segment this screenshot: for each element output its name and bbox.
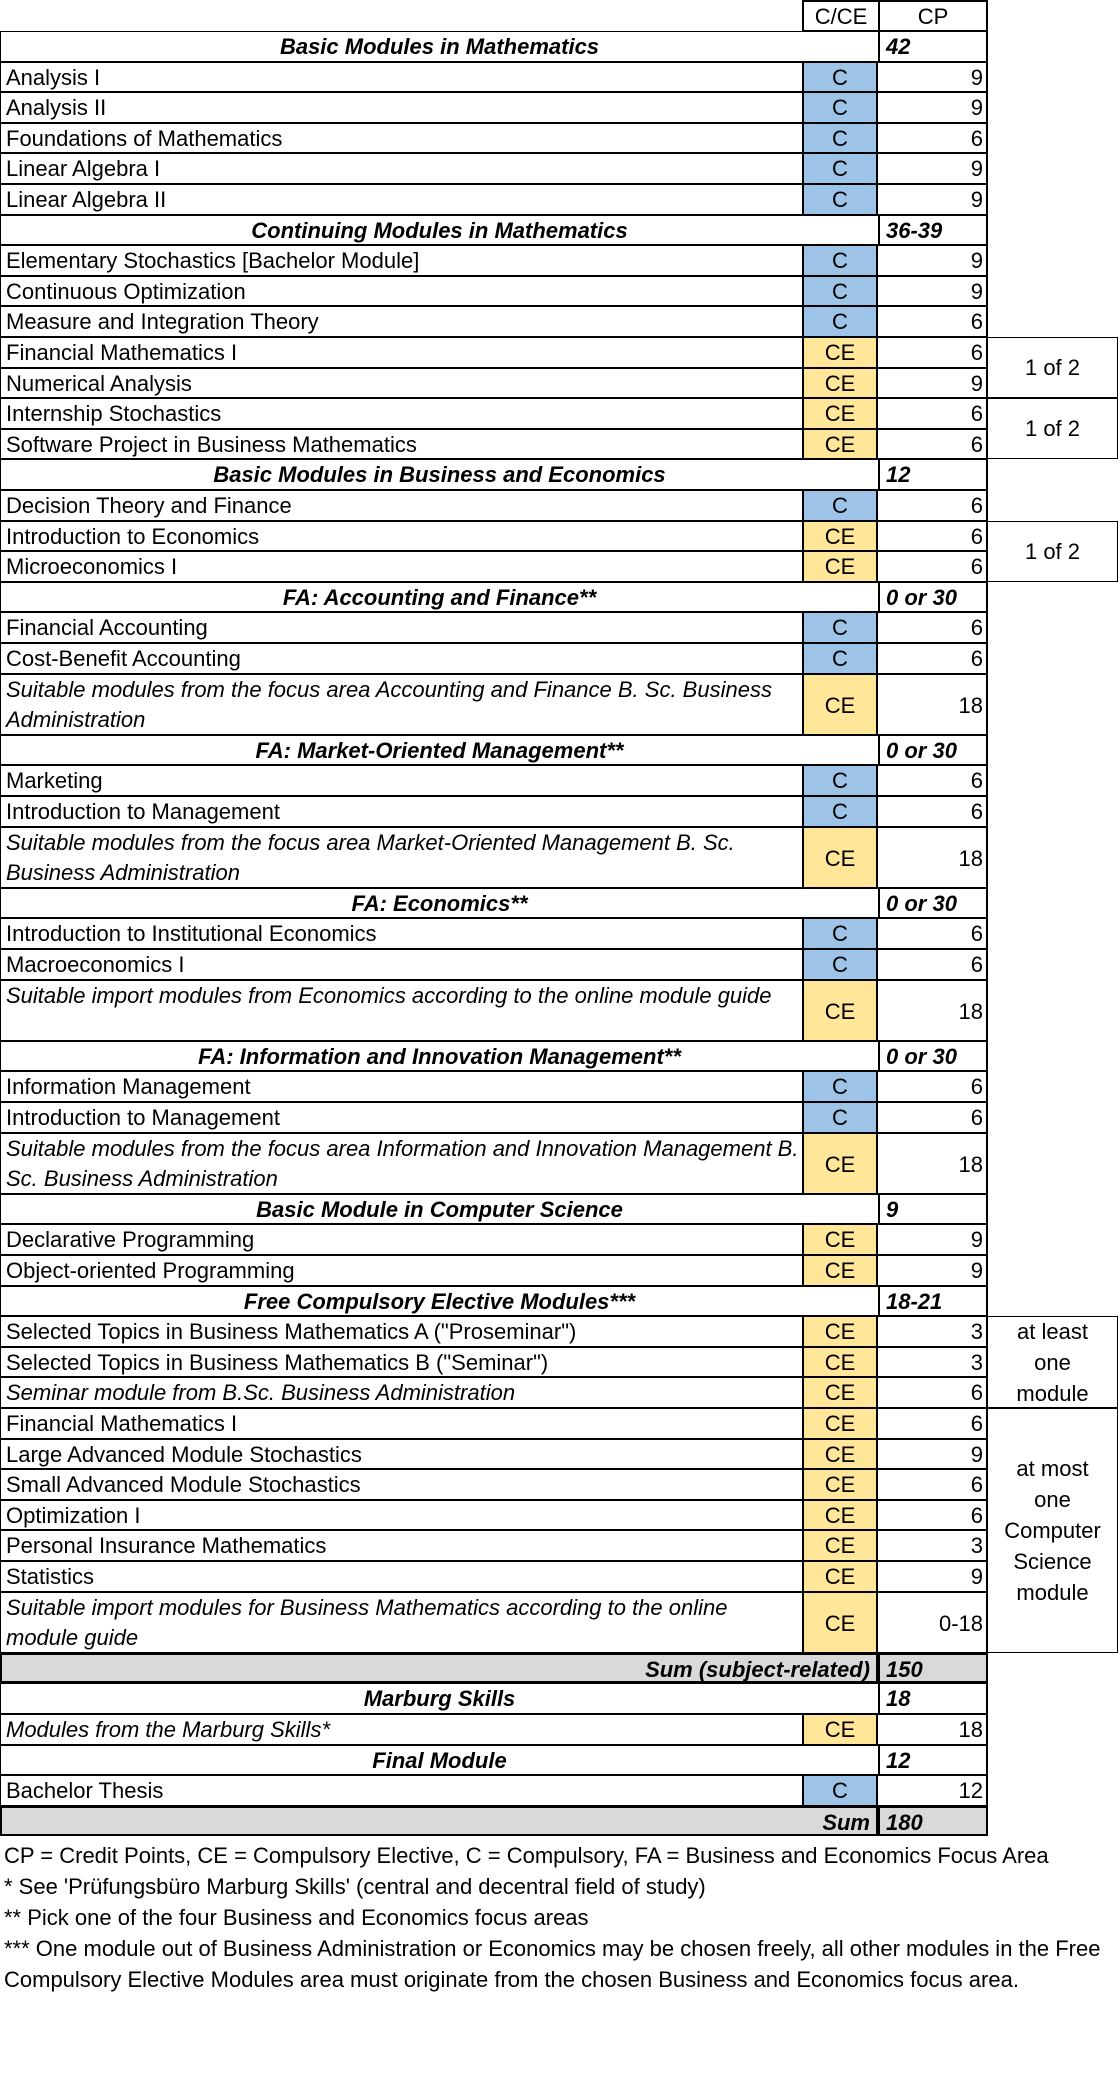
module-cp: 18 xyxy=(878,674,988,735)
module-cp: 6 xyxy=(878,765,988,796)
section-title: Basic Module in Computer Science xyxy=(0,1194,878,1225)
module-cp: 9 xyxy=(878,153,988,184)
module-type-badge: C xyxy=(802,153,878,184)
selection-note-line: 1 of 2 xyxy=(1024,355,1081,381)
module-name: Statistics xyxy=(0,1561,802,1592)
module-cp: 6 xyxy=(878,551,988,582)
module-type-badge: CE xyxy=(802,551,878,582)
module-type-badge: CE xyxy=(802,337,878,368)
module-name: Microeconomics I xyxy=(0,551,802,582)
module-name: Introduction to Institutional Economics xyxy=(0,918,802,949)
sum-value: 150 xyxy=(878,1653,988,1684)
selection-note xyxy=(988,1316,1118,1408)
module-cp: 3 xyxy=(878,1316,988,1347)
module-name: Suitable import modules for Business Mathematics according to the online module guide xyxy=(0,1592,802,1653)
module-type-badge: CE xyxy=(802,1439,878,1470)
section-cp: 36-39 xyxy=(878,215,988,246)
module-cp: 6 xyxy=(878,490,988,521)
module-type-badge: C xyxy=(802,796,878,827)
module-name: Introduction to Economics xyxy=(0,521,802,552)
column-header-type: C/CE xyxy=(802,0,880,31)
module-name: Analysis II xyxy=(0,92,802,123)
section-title: Basic Modules in Business and Economics xyxy=(0,459,878,490)
section-title: FA: Accounting and Finance** xyxy=(0,582,878,613)
module-cp: 6 xyxy=(878,1500,988,1531)
module-cp: 6 xyxy=(878,918,988,949)
module-cp: 6 xyxy=(878,1408,988,1439)
module-name: Measure and Integration Theory xyxy=(0,306,802,337)
module-cp: 6 xyxy=(878,1469,988,1500)
module-cp: 9 xyxy=(878,1255,988,1286)
module-type-badge: CE xyxy=(802,1347,878,1378)
module-cp: 6 xyxy=(878,306,988,337)
selection-note-line: module xyxy=(1016,1579,1089,1605)
module-cp: 9 xyxy=(878,1439,988,1470)
module-type-badge: CE xyxy=(802,1561,878,1592)
section-cp: 0 or 30 xyxy=(878,1041,988,1072)
module-cp: 18 xyxy=(878,980,988,1041)
section-cp: 12 xyxy=(878,459,988,490)
section-cp: 18-21 xyxy=(878,1286,988,1317)
module-cp: 18 xyxy=(878,1133,988,1194)
module-type-badge: C xyxy=(802,1102,878,1133)
module-type-badge: C xyxy=(802,184,878,215)
module-type-badge: CE xyxy=(802,368,878,399)
module-cp: 9 xyxy=(878,92,988,123)
module-type-badge: C xyxy=(802,612,878,643)
module-name: Personal Insurance Mathematics xyxy=(0,1530,802,1561)
module-cp: 0-18 xyxy=(878,1592,988,1653)
module-name: Selected Topics in Business Mathematics B ("Seminar") xyxy=(0,1347,802,1378)
module-name: Financial Mathematics I xyxy=(0,1408,802,1439)
module-type-badge: CE xyxy=(802,1377,878,1408)
footnote: * See 'Prüfungsbüro Marburg Skills' (central and decentral field of study) xyxy=(4,1874,706,1900)
selection-note-line: at most xyxy=(1016,1455,1089,1481)
module-name: Suitable modules from the focus area Accounting and Finance B. Sc. Business Administration xyxy=(0,674,802,735)
section-cp: 42 xyxy=(878,31,988,62)
module-name: Selected Topics in Business Mathematics A ("Proseminar") xyxy=(0,1316,802,1347)
module-name: Decision Theory and Finance xyxy=(0,490,802,521)
module-cp: 6 xyxy=(878,1102,988,1133)
section-title: Continuing Modules in Mathematics xyxy=(0,215,878,246)
selection-note-line: one xyxy=(1034,1349,1071,1375)
module-name: Macroeconomics I xyxy=(0,949,802,980)
module-type-badge: CE xyxy=(802,827,878,888)
module-type-badge: CE xyxy=(802,1469,878,1500)
module-type-badge: C xyxy=(802,918,878,949)
module-cp: 18 xyxy=(878,1714,988,1745)
module-cp: 6 xyxy=(878,1071,988,1102)
module-name: Suitable modules from the focus area Information and Innovation Management B. Sc. Business Administration xyxy=(0,1133,802,1194)
section-cp: 0 or 30 xyxy=(878,888,988,919)
module-name: Object-oriented Programming xyxy=(0,1255,802,1286)
module-cp: 9 xyxy=(878,276,988,307)
section-title: Basic Modules in Mathematics xyxy=(0,31,878,62)
module-type-badge: CE xyxy=(802,1592,878,1653)
module-cp: 6 xyxy=(878,521,988,552)
module-cp: 3 xyxy=(878,1530,988,1561)
section-title: FA: Economics** xyxy=(0,888,878,919)
module-name: Large Advanced Module Stochastics xyxy=(0,1439,802,1470)
module-name: Declarative Programming xyxy=(0,1224,802,1255)
section-cp: 0 or 30 xyxy=(878,582,988,613)
module-cp: 9 xyxy=(878,245,988,276)
selection-note xyxy=(988,1408,1118,1653)
module-cp: 3 xyxy=(878,1347,988,1378)
module-cp: 6 xyxy=(878,429,988,460)
module-type-badge: CE xyxy=(802,521,878,552)
selection-note-line: one xyxy=(1034,1486,1071,1512)
module-type-badge: C xyxy=(802,949,878,980)
module-type-badge: C xyxy=(802,765,878,796)
footnotes xyxy=(4,1840,1114,1995)
module-cp: 12 xyxy=(878,1775,988,1806)
module-cp: 9 xyxy=(878,62,988,93)
module-name: Modules from the Marburg Skills* xyxy=(0,1714,802,1745)
module-type-badge: CE xyxy=(802,429,878,460)
footnote: CP = Credit Points, CE = Compulsory Elective, C = Compulsory, FA = Business and Economics Focus Area xyxy=(4,1843,1049,1869)
selection-note-line: Science xyxy=(1013,1548,1092,1574)
section-title: Final Module xyxy=(0,1745,878,1776)
module-cp: 6 xyxy=(878,398,988,429)
module-type-badge: C xyxy=(802,123,878,154)
module-name: Introduction to Management xyxy=(0,1102,802,1133)
selection-note-line: 1 of 2 xyxy=(1024,416,1081,442)
module-type-badge: CE xyxy=(802,398,878,429)
module-name: Bachelor Thesis xyxy=(0,1775,802,1806)
module-type-badge: CE xyxy=(802,1408,878,1439)
module-name: Marketing xyxy=(0,765,802,796)
module-type-badge: CE xyxy=(802,980,878,1041)
module-cp: 6 xyxy=(878,643,988,674)
module-type-badge: C xyxy=(802,276,878,307)
module-name: Suitable import modules from Economics according to the online module guide xyxy=(0,980,802,1041)
module-name: Analysis I xyxy=(0,62,802,93)
module-name: Linear Algebra I xyxy=(0,153,802,184)
module-type-badge: CE xyxy=(802,1500,878,1531)
section-title: FA: Market-Oriented Management** xyxy=(0,735,878,766)
module-name: Financial Mathematics I xyxy=(0,337,802,368)
module-cp: 9 xyxy=(878,1561,988,1592)
module-type-badge: CE xyxy=(802,1255,878,1286)
module-name: Seminar module from B.Sc. Business Administration xyxy=(0,1377,802,1408)
module-name: Elementary Stochastics [Bachelor Module] xyxy=(0,245,802,276)
selection-note-line: module xyxy=(1016,1380,1089,1406)
module-cp: 6 xyxy=(878,612,988,643)
sum-label: Sum xyxy=(0,1806,878,1837)
sum-label: Sum (subject-related) xyxy=(0,1653,878,1684)
module-cp: 9 xyxy=(878,368,988,399)
module-name: Cost-Benefit Accounting xyxy=(0,643,802,674)
module-cp: 6 xyxy=(878,1377,988,1408)
module-type-badge: C xyxy=(802,62,878,93)
selection-note-line: at least xyxy=(1017,1318,1088,1344)
footnote: ** Pick one of the four Business and Economics focus areas xyxy=(4,1905,589,1931)
module-cp: 9 xyxy=(878,1224,988,1255)
section-title: Marburg Skills xyxy=(0,1683,878,1714)
module-type-badge: C xyxy=(802,643,878,674)
module-type-badge: C xyxy=(802,1775,878,1806)
selection-note xyxy=(988,521,1118,582)
column-header-cp: CP xyxy=(878,0,988,31)
module-name: Internship Stochastics xyxy=(0,398,802,429)
module-name: Optimization I xyxy=(0,1500,802,1531)
module-cp: 18 xyxy=(878,827,988,888)
section-cp: 0 or 30 xyxy=(878,735,988,766)
section-cp: 9 xyxy=(878,1194,988,1225)
module-type-badge: C xyxy=(802,245,878,276)
module-type-badge: CE xyxy=(802,1316,878,1347)
module-name: Numerical Analysis xyxy=(0,368,802,399)
module-type-badge: CE xyxy=(802,674,878,735)
selection-note-line: 1 of 2 xyxy=(1024,538,1081,564)
module-cp: 6 xyxy=(878,123,988,154)
section-cp: 18 xyxy=(878,1683,988,1714)
module-name: Foundations of Mathematics xyxy=(0,123,802,154)
module-cp: 6 xyxy=(878,337,988,368)
module-name: Continuous Optimization xyxy=(0,276,802,307)
module-type-badge: CE xyxy=(802,1714,878,1745)
module-name: Software Project in Business Mathematics xyxy=(0,429,802,460)
module-name: Linear Algebra II xyxy=(0,184,802,215)
module-cp: 9 xyxy=(878,184,988,215)
module-name: Suitable modules from the focus area Market-Oriented Management B. Sc. Business Administration xyxy=(0,827,802,888)
selection-note xyxy=(988,398,1118,459)
module-type-badge: CE xyxy=(802,1530,878,1561)
module-type-badge: CE xyxy=(802,1133,878,1194)
section-cp: 12 xyxy=(878,1745,988,1776)
section-title: FA: Information and Innovation Management** xyxy=(0,1041,878,1072)
module-type-badge: C xyxy=(802,92,878,123)
module-name: Financial Accounting xyxy=(0,612,802,643)
module-type-badge: CE xyxy=(802,1224,878,1255)
module-name: Introduction to Management xyxy=(0,796,802,827)
module-type-badge: C xyxy=(802,490,878,521)
module-cp: 6 xyxy=(878,949,988,980)
module-type-badge: C xyxy=(802,306,878,337)
module-type-badge: C xyxy=(802,1071,878,1102)
selection-note-line: Computer xyxy=(1004,1517,1101,1543)
section-title: Free Compulsory Elective Modules*** xyxy=(0,1286,878,1317)
footnote: *** One module out of Business Administration or Economics may be chosen freely, all other modules in the Free Compulsory Elective Modules area must originate from the chosen Business and Economics focus area. xyxy=(4,1936,1101,1993)
selection-note xyxy=(988,337,1118,398)
module-name: Information Management xyxy=(0,1071,802,1102)
sum-value: 180 xyxy=(878,1806,988,1837)
module-name: Small Advanced Module Stochastics xyxy=(0,1469,802,1500)
module-cp: 6 xyxy=(878,796,988,827)
